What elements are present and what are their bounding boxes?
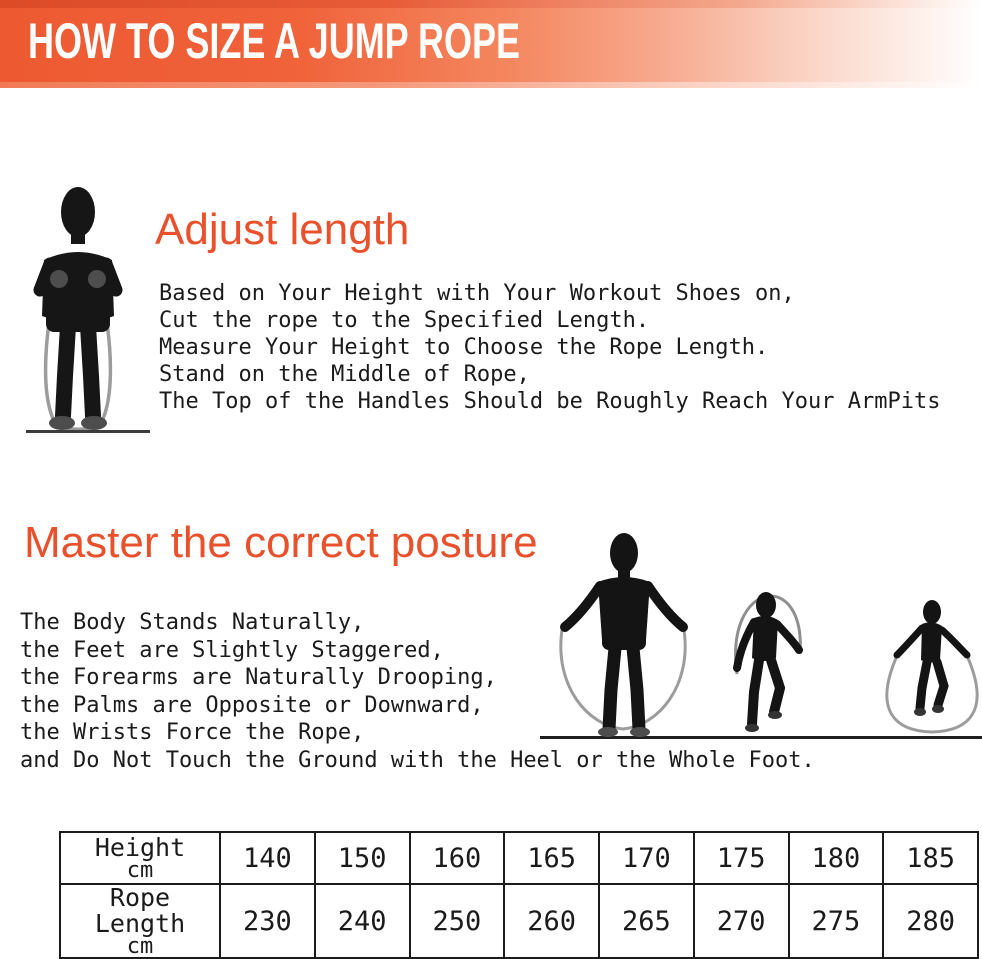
rope-length-value: 265 bbox=[599, 884, 694, 958]
height-row bbox=[60, 832, 978, 884]
jumping-figures-icon bbox=[540, 528, 982, 743]
text-line: and Do Not Touch the Ground with the Heel or the Whole Foot. bbox=[20, 747, 815, 773]
rope-length-value: 230 bbox=[220, 884, 315, 958]
height-row-header bbox=[60, 832, 220, 884]
text-line: Measure Your Height to Choose the Rope Length. bbox=[159, 335, 769, 360]
text-line: the Wrists Force the Rope, bbox=[20, 720, 365, 745]
rope-length-row bbox=[60, 884, 978, 958]
rope-length-value: 240 bbox=[315, 884, 410, 958]
banner-bottom-strip bbox=[0, 82, 982, 88]
page-title: HOW TO SIZE A JUMP ROPE bbox=[28, 13, 521, 69]
header-banner bbox=[0, 0, 982, 88]
rope-length-value: 250 bbox=[410, 884, 505, 958]
height-value: 165 bbox=[504, 832, 599, 884]
rope-length-row-unit: cm bbox=[126, 934, 154, 959]
height-value: 180 bbox=[789, 832, 884, 884]
height-row-unit: cm bbox=[126, 858, 154, 883]
adjust-length-text bbox=[159, 280, 940, 415]
posture-heading: Master the correct posture bbox=[24, 518, 538, 567]
rope-length-row-label: Rope Length bbox=[94, 883, 186, 938]
text-line: The Body Stands Naturally, bbox=[20, 610, 365, 635]
rope-length-value: 280 bbox=[883, 884, 978, 958]
height-row-label: Height bbox=[94, 833, 186, 862]
text-line: the Feet are Slightly Staggered, bbox=[20, 637, 444, 663]
height-value: 170 bbox=[599, 832, 694, 884]
rope-length-value: 260 bbox=[504, 884, 599, 958]
text-line: the Palms are Opposite or Downward, bbox=[20, 692, 484, 718]
size-chart-table bbox=[59, 831, 979, 959]
banner-top-strip bbox=[0, 0, 982, 8]
height-value: 160 bbox=[410, 832, 505, 884]
text-line: Stand on the Middle of Rope, bbox=[159, 362, 530, 387]
adjust-length-heading: Adjust length bbox=[155, 205, 410, 254]
text-line: Based on Your Height with Your Workout Shoes on, bbox=[159, 281, 795, 306]
height-value: 175 bbox=[694, 832, 789, 884]
rope-length-value: 270 bbox=[694, 884, 789, 958]
rope-length-value: 275 bbox=[789, 884, 884, 958]
text-line: the Forearms are Naturally Drooping, bbox=[20, 665, 497, 690]
height-value: 140 bbox=[220, 832, 315, 884]
height-value: 185 bbox=[883, 832, 978, 884]
text-line: The Top of the Handles Should be Roughly Reach Your ArmPits bbox=[159, 389, 941, 414]
text-line: Cut the rope to the Specified Length. bbox=[159, 308, 650, 333]
height-value: 150 bbox=[315, 832, 410, 884]
rope-length-row-header bbox=[60, 884, 220, 958]
person-standing-on-rope-icon bbox=[12, 176, 152, 446]
